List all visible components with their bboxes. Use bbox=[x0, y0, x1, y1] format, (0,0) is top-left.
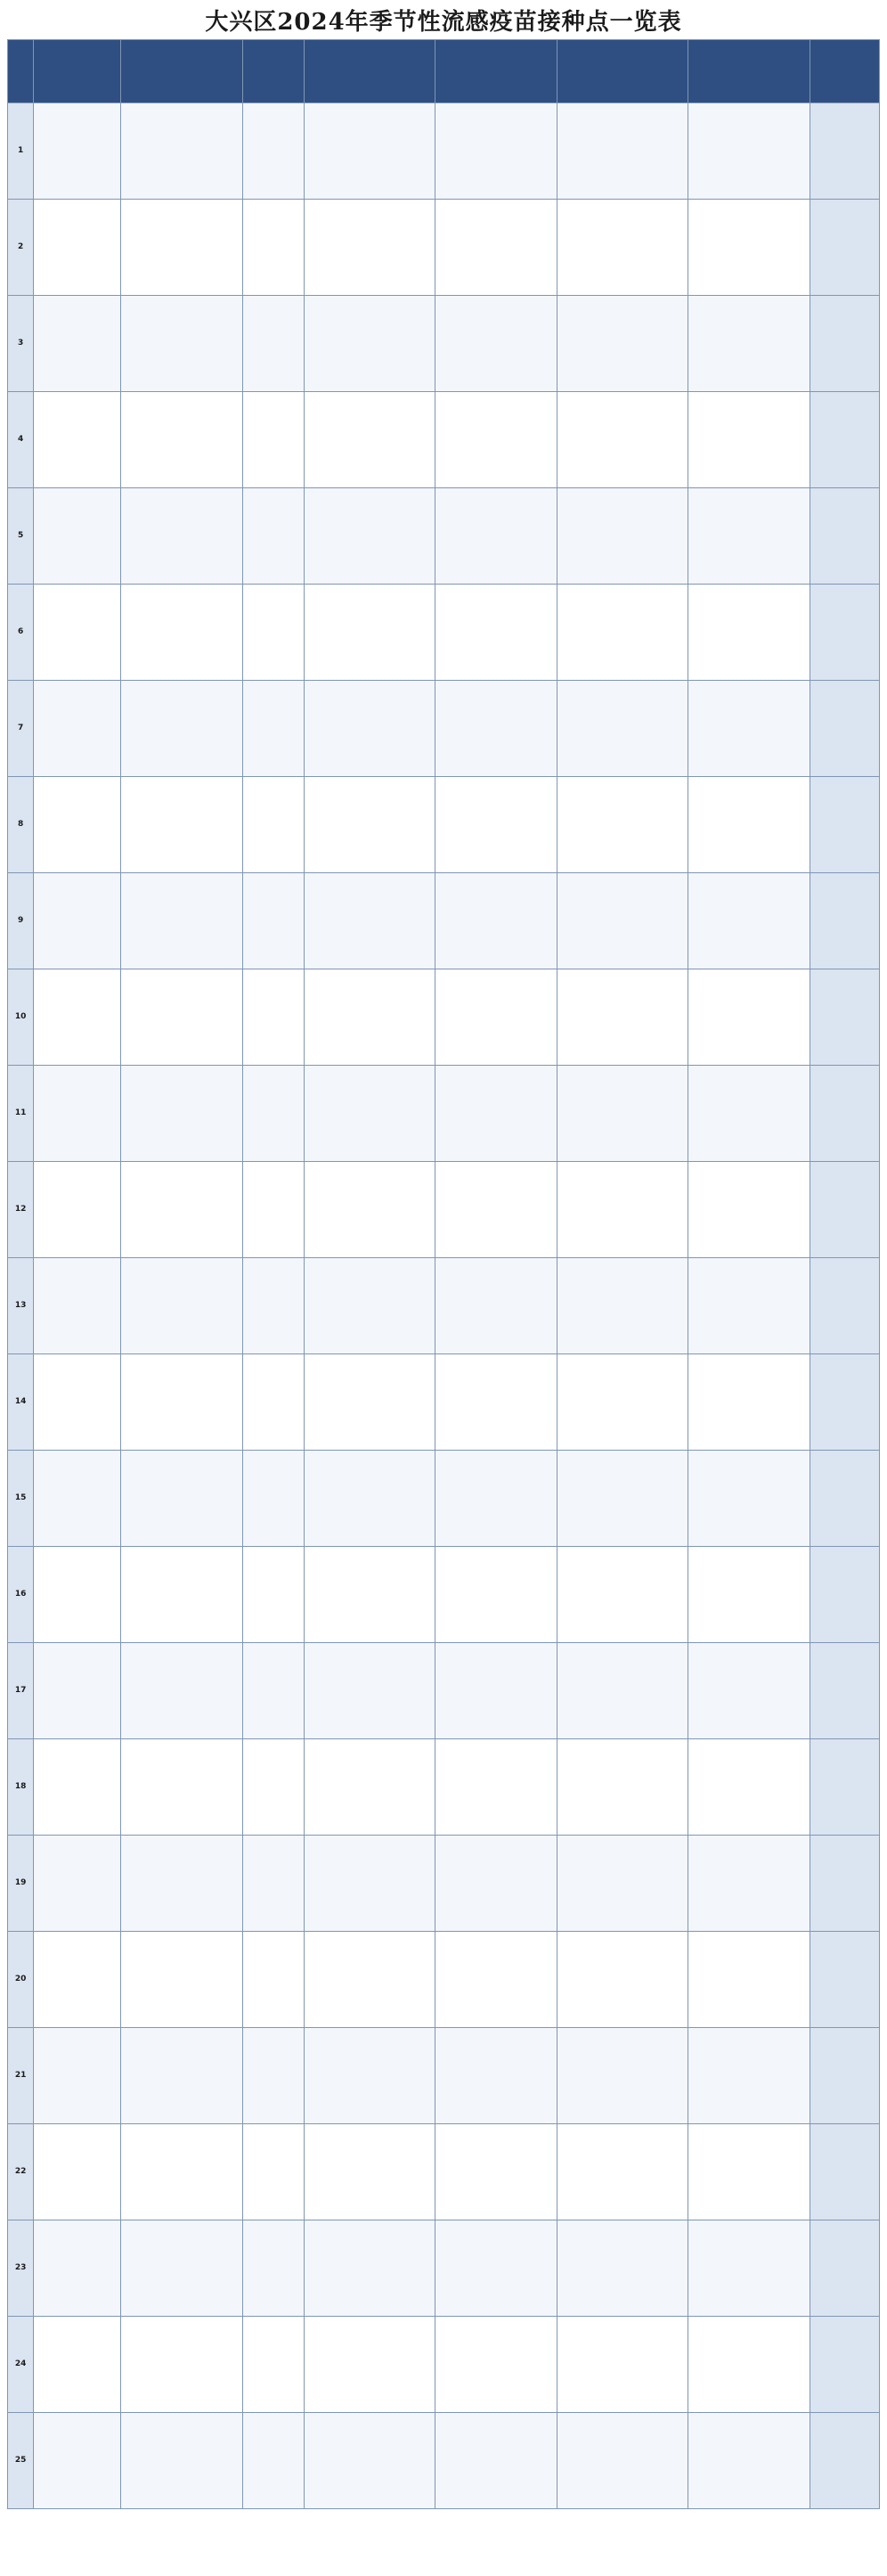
table-cell bbox=[810, 200, 879, 296]
table-cell bbox=[304, 488, 435, 585]
table-cell bbox=[34, 2413, 121, 2509]
table-row bbox=[8, 1162, 880, 1258]
table-cell bbox=[243, 1354, 305, 1451]
table-cell bbox=[243, 1547, 305, 1643]
row-number: 22 bbox=[8, 2124, 34, 2220]
table-cell bbox=[557, 2124, 688, 2220]
table-cell bbox=[304, 681, 435, 777]
table-row bbox=[8, 1643, 880, 1739]
table-cell bbox=[243, 2124, 305, 2220]
table-cell bbox=[557, 969, 688, 1066]
header-phone bbox=[243, 40, 305, 103]
row-number: 23 bbox=[8, 2220, 34, 2317]
table-cell bbox=[557, 1932, 688, 2028]
table-cell bbox=[810, 488, 879, 585]
table-cell bbox=[34, 1547, 121, 1643]
table-cell bbox=[243, 2220, 305, 2317]
table-cell bbox=[688, 1836, 810, 1932]
table-cell bbox=[243, 1258, 305, 1354]
table-cell bbox=[435, 392, 557, 488]
table-cell bbox=[557, 1258, 688, 1354]
table-cell bbox=[34, 873, 121, 969]
table-cell bbox=[810, 1739, 879, 1836]
table-cell bbox=[435, 2028, 557, 2124]
table-cell bbox=[304, 2317, 435, 2413]
table-row bbox=[8, 681, 880, 777]
table-cell bbox=[435, 488, 557, 585]
table-cell bbox=[34, 1836, 121, 1932]
table-cell bbox=[688, 103, 810, 200]
table-cell bbox=[243, 1066, 305, 1162]
table-row bbox=[8, 777, 880, 873]
row-number: 5 bbox=[8, 488, 34, 585]
table-cell bbox=[810, 2317, 879, 2413]
table-cell bbox=[243, 585, 305, 681]
vaccination-sites-table bbox=[7, 39, 880, 2509]
table-cell bbox=[34, 1643, 121, 1739]
table-cell bbox=[243, 873, 305, 969]
row-number: 16 bbox=[8, 1547, 34, 1643]
table-cell bbox=[304, 1739, 435, 1836]
table-row bbox=[8, 2220, 880, 2317]
table-cell bbox=[688, 1162, 810, 1258]
header-unit bbox=[34, 40, 121, 103]
table-cell bbox=[34, 2028, 121, 2124]
table-cell bbox=[688, 1932, 810, 2028]
table-row bbox=[8, 585, 880, 681]
table-cell bbox=[121, 1836, 243, 1932]
table-cell bbox=[557, 2413, 688, 2509]
table-cell bbox=[243, 200, 305, 296]
table-cell bbox=[304, 1162, 435, 1258]
table-cell bbox=[688, 873, 810, 969]
table-cell bbox=[121, 1547, 243, 1643]
table-cell bbox=[304, 200, 435, 296]
table-cell bbox=[34, 777, 121, 873]
table-cell bbox=[304, 392, 435, 488]
table-row bbox=[8, 103, 880, 200]
table-cell bbox=[304, 1354, 435, 1451]
table-cell bbox=[688, 2413, 810, 2509]
table-cell bbox=[557, 296, 688, 392]
row-number: 3 bbox=[8, 296, 34, 392]
row-number: 14 bbox=[8, 1354, 34, 1451]
table-cell bbox=[810, 777, 879, 873]
table-cell bbox=[435, 1739, 557, 1836]
table-cell bbox=[304, 296, 435, 392]
table-cell bbox=[435, 2124, 557, 2220]
table-cell bbox=[304, 1066, 435, 1162]
row-number: 15 bbox=[8, 1451, 34, 1547]
table-cell bbox=[304, 1258, 435, 1354]
table-row bbox=[8, 873, 880, 969]
table-cell bbox=[243, 1739, 305, 1836]
table-cell bbox=[688, 585, 810, 681]
table-cell bbox=[34, 681, 121, 777]
table-row bbox=[8, 1066, 880, 1162]
table-cell bbox=[557, 1739, 688, 1836]
table-cell bbox=[243, 1643, 305, 1739]
table-cell bbox=[557, 1547, 688, 1643]
table-row bbox=[8, 1932, 880, 2028]
table-cell bbox=[304, 2124, 435, 2220]
table-cell bbox=[34, 1066, 121, 1162]
table-row bbox=[8, 488, 880, 585]
table-cell bbox=[121, 200, 243, 296]
table-cell bbox=[688, 296, 810, 392]
table-cell bbox=[121, 1066, 243, 1162]
row-number: 7 bbox=[8, 681, 34, 777]
table-cell bbox=[121, 1932, 243, 2028]
table-cell bbox=[557, 2028, 688, 2124]
table-cell bbox=[688, 969, 810, 1066]
table-cell bbox=[304, 2413, 435, 2509]
table-cell bbox=[810, 1066, 879, 1162]
table-cell bbox=[34, 585, 121, 681]
table-cell bbox=[304, 2220, 435, 2317]
table-cell bbox=[243, 392, 305, 488]
table-row bbox=[8, 296, 880, 392]
table-cell bbox=[688, 1547, 810, 1643]
table-cell bbox=[435, 200, 557, 296]
table-row bbox=[8, 1258, 880, 1354]
row-number: 8 bbox=[8, 777, 34, 873]
table-cell bbox=[121, 2317, 243, 2413]
table-cell bbox=[435, 1066, 557, 1162]
table-cell bbox=[243, 296, 305, 392]
table-cell bbox=[34, 392, 121, 488]
table-cell bbox=[810, 296, 879, 392]
table-cell bbox=[304, 777, 435, 873]
table-cell bbox=[121, 1162, 243, 1258]
table-cell bbox=[810, 392, 879, 488]
table-cell bbox=[243, 1932, 305, 2028]
table-cell bbox=[810, 1547, 879, 1643]
table-cell bbox=[121, 1451, 243, 1547]
table-cell bbox=[557, 1451, 688, 1547]
table-cell bbox=[121, 103, 243, 200]
table-cell bbox=[34, 1162, 121, 1258]
table-cell bbox=[435, 1932, 557, 2028]
table-cell bbox=[688, 2028, 810, 2124]
row-number: 13 bbox=[8, 1258, 34, 1354]
table-cell bbox=[243, 1836, 305, 1932]
table-cell bbox=[557, 777, 688, 873]
table-cell bbox=[810, 2028, 879, 2124]
table-cell bbox=[810, 2124, 879, 2220]
table-cell bbox=[810, 1932, 879, 2028]
table-cell bbox=[435, 1354, 557, 1451]
row-number: 1 bbox=[8, 103, 34, 200]
table-cell bbox=[121, 1643, 243, 1739]
table-row bbox=[8, 1451, 880, 1547]
table-cell bbox=[121, 392, 243, 488]
table-cell bbox=[557, 200, 688, 296]
table-cell bbox=[304, 969, 435, 1066]
table-cell bbox=[435, 873, 557, 969]
table-cell bbox=[688, 1258, 810, 1354]
table-row bbox=[8, 2413, 880, 2509]
header-free-hours bbox=[304, 40, 435, 103]
table-cell bbox=[34, 488, 121, 585]
table-cell bbox=[121, 2028, 243, 2124]
table-cell bbox=[243, 2413, 305, 2509]
table-cell bbox=[243, 103, 305, 200]
table-cell bbox=[688, 392, 810, 488]
table-cell bbox=[810, 103, 879, 200]
table-cell bbox=[688, 2220, 810, 2317]
table-cell bbox=[557, 1354, 688, 1451]
table-cell bbox=[688, 681, 810, 777]
table-cell bbox=[810, 2220, 879, 2317]
table-cell bbox=[304, 873, 435, 969]
table-cell bbox=[121, 1354, 243, 1451]
table-cell bbox=[34, 969, 121, 1066]
table-cell bbox=[121, 1739, 243, 1836]
header-free-booking bbox=[435, 40, 557, 103]
table-cell bbox=[810, 1162, 879, 1258]
table-cell bbox=[810, 585, 879, 681]
row-number: 18 bbox=[8, 1739, 34, 1836]
table-cell bbox=[34, 296, 121, 392]
table-row bbox=[8, 1836, 880, 1932]
table-cell bbox=[121, 969, 243, 1066]
header-elderly bbox=[810, 40, 879, 103]
table-cell bbox=[304, 1451, 435, 1547]
table-cell bbox=[243, 969, 305, 1066]
table-cell bbox=[435, 1162, 557, 1258]
table-cell bbox=[557, 873, 688, 969]
header-seq bbox=[8, 40, 34, 103]
table-row bbox=[8, 2028, 880, 2124]
table-cell bbox=[688, 1739, 810, 1836]
table-cell bbox=[557, 585, 688, 681]
table-header-row bbox=[8, 40, 880, 103]
header-address bbox=[121, 40, 243, 103]
table-cell bbox=[688, 2317, 810, 2413]
table-cell bbox=[304, 2028, 435, 2124]
row-number: 19 bbox=[8, 1836, 34, 1932]
table-cell bbox=[121, 777, 243, 873]
row-number: 4 bbox=[8, 392, 34, 488]
table-cell bbox=[435, 681, 557, 777]
table-cell bbox=[34, 1354, 121, 1451]
row-number: 6 bbox=[8, 585, 34, 681]
table-cell bbox=[121, 488, 243, 585]
table-row bbox=[8, 1739, 880, 1836]
table-cell bbox=[688, 2124, 810, 2220]
table-cell bbox=[435, 296, 557, 392]
table-cell bbox=[688, 777, 810, 873]
table-cell bbox=[557, 1066, 688, 1162]
table-cell bbox=[810, 1836, 879, 1932]
row-number: 12 bbox=[8, 1162, 34, 1258]
table-cell bbox=[557, 1162, 688, 1258]
table-cell bbox=[34, 2317, 121, 2413]
table-row bbox=[8, 200, 880, 296]
table-cell bbox=[121, 2220, 243, 2317]
table-row bbox=[8, 2317, 880, 2413]
table-cell bbox=[435, 585, 557, 681]
table-cell bbox=[304, 1932, 435, 2028]
table-cell bbox=[435, 2317, 557, 2413]
table-cell bbox=[435, 2413, 557, 2509]
page-title: 大兴区2024年季节性流感疫苗接种点一览表 bbox=[205, 9, 682, 36]
table-cell bbox=[34, 103, 121, 200]
table-cell bbox=[557, 2317, 688, 2413]
table-cell bbox=[810, 2413, 879, 2509]
header-paid-booking bbox=[688, 40, 810, 103]
table-cell bbox=[304, 1643, 435, 1739]
table-cell bbox=[34, 2220, 121, 2317]
table-cell bbox=[121, 2124, 243, 2220]
table-cell bbox=[435, 969, 557, 1066]
table-cell bbox=[243, 488, 305, 585]
table-cell bbox=[435, 1451, 557, 1547]
table-cell bbox=[121, 296, 243, 392]
table-row bbox=[8, 1354, 880, 1451]
table-cell bbox=[435, 1258, 557, 1354]
table-cell bbox=[121, 2413, 243, 2509]
table-cell bbox=[688, 1066, 810, 1162]
table-cell bbox=[557, 392, 688, 488]
table-cell bbox=[557, 1643, 688, 1739]
table-cell bbox=[243, 1162, 305, 1258]
table-cell bbox=[34, 1451, 121, 1547]
table-cell bbox=[121, 873, 243, 969]
row-number: 21 bbox=[8, 2028, 34, 2124]
table-cell bbox=[121, 1258, 243, 1354]
table-cell bbox=[557, 2220, 688, 2317]
table-cell bbox=[34, 200, 121, 296]
table-cell bbox=[557, 681, 688, 777]
table-cell bbox=[121, 585, 243, 681]
table-row bbox=[8, 392, 880, 488]
table-cell bbox=[688, 488, 810, 585]
table-cell bbox=[121, 681, 243, 777]
table-cell bbox=[435, 777, 557, 873]
table-row bbox=[8, 1547, 880, 1643]
table-cell bbox=[304, 1547, 435, 1643]
table-cell bbox=[688, 1451, 810, 1547]
row-number: 20 bbox=[8, 1932, 34, 2028]
table-cell bbox=[34, 1932, 121, 2028]
row-number: 9 bbox=[8, 873, 34, 969]
table-cell bbox=[243, 777, 305, 873]
row-number: 11 bbox=[8, 1066, 34, 1162]
row-number: 24 bbox=[8, 2317, 34, 2413]
table-cell bbox=[688, 1354, 810, 1451]
row-number: 10 bbox=[8, 969, 34, 1066]
table-cell bbox=[34, 2124, 121, 2220]
table-cell bbox=[810, 1258, 879, 1354]
table-cell bbox=[304, 1836, 435, 1932]
row-number: 17 bbox=[8, 1643, 34, 1739]
table-cell bbox=[243, 1451, 305, 1547]
table-cell bbox=[688, 200, 810, 296]
table-row bbox=[8, 2124, 880, 2220]
row-number: 25 bbox=[8, 2413, 34, 2509]
table-cell bbox=[243, 2028, 305, 2124]
table-cell bbox=[557, 1836, 688, 1932]
table-cell bbox=[243, 2317, 305, 2413]
table-cell bbox=[34, 1258, 121, 1354]
table-cell bbox=[435, 2220, 557, 2317]
table-cell bbox=[435, 1547, 557, 1643]
table-cell bbox=[810, 681, 879, 777]
table-row bbox=[8, 969, 880, 1066]
table-cell bbox=[810, 1451, 879, 1547]
table-cell bbox=[243, 681, 305, 777]
header-paid-hours bbox=[557, 40, 688, 103]
table-cell bbox=[810, 969, 879, 1066]
row-number: 2 bbox=[8, 200, 34, 296]
table-cell bbox=[557, 103, 688, 200]
table-cell bbox=[810, 1643, 879, 1739]
table-cell bbox=[304, 103, 435, 200]
table-cell bbox=[810, 873, 879, 969]
table-cell bbox=[435, 1836, 557, 1932]
table-cell bbox=[688, 1643, 810, 1739]
table-cell bbox=[304, 585, 435, 681]
table-cell bbox=[810, 1354, 879, 1451]
table-cell bbox=[435, 103, 557, 200]
table-cell bbox=[34, 1739, 121, 1836]
table-cell bbox=[557, 488, 688, 585]
table-cell bbox=[435, 1643, 557, 1739]
